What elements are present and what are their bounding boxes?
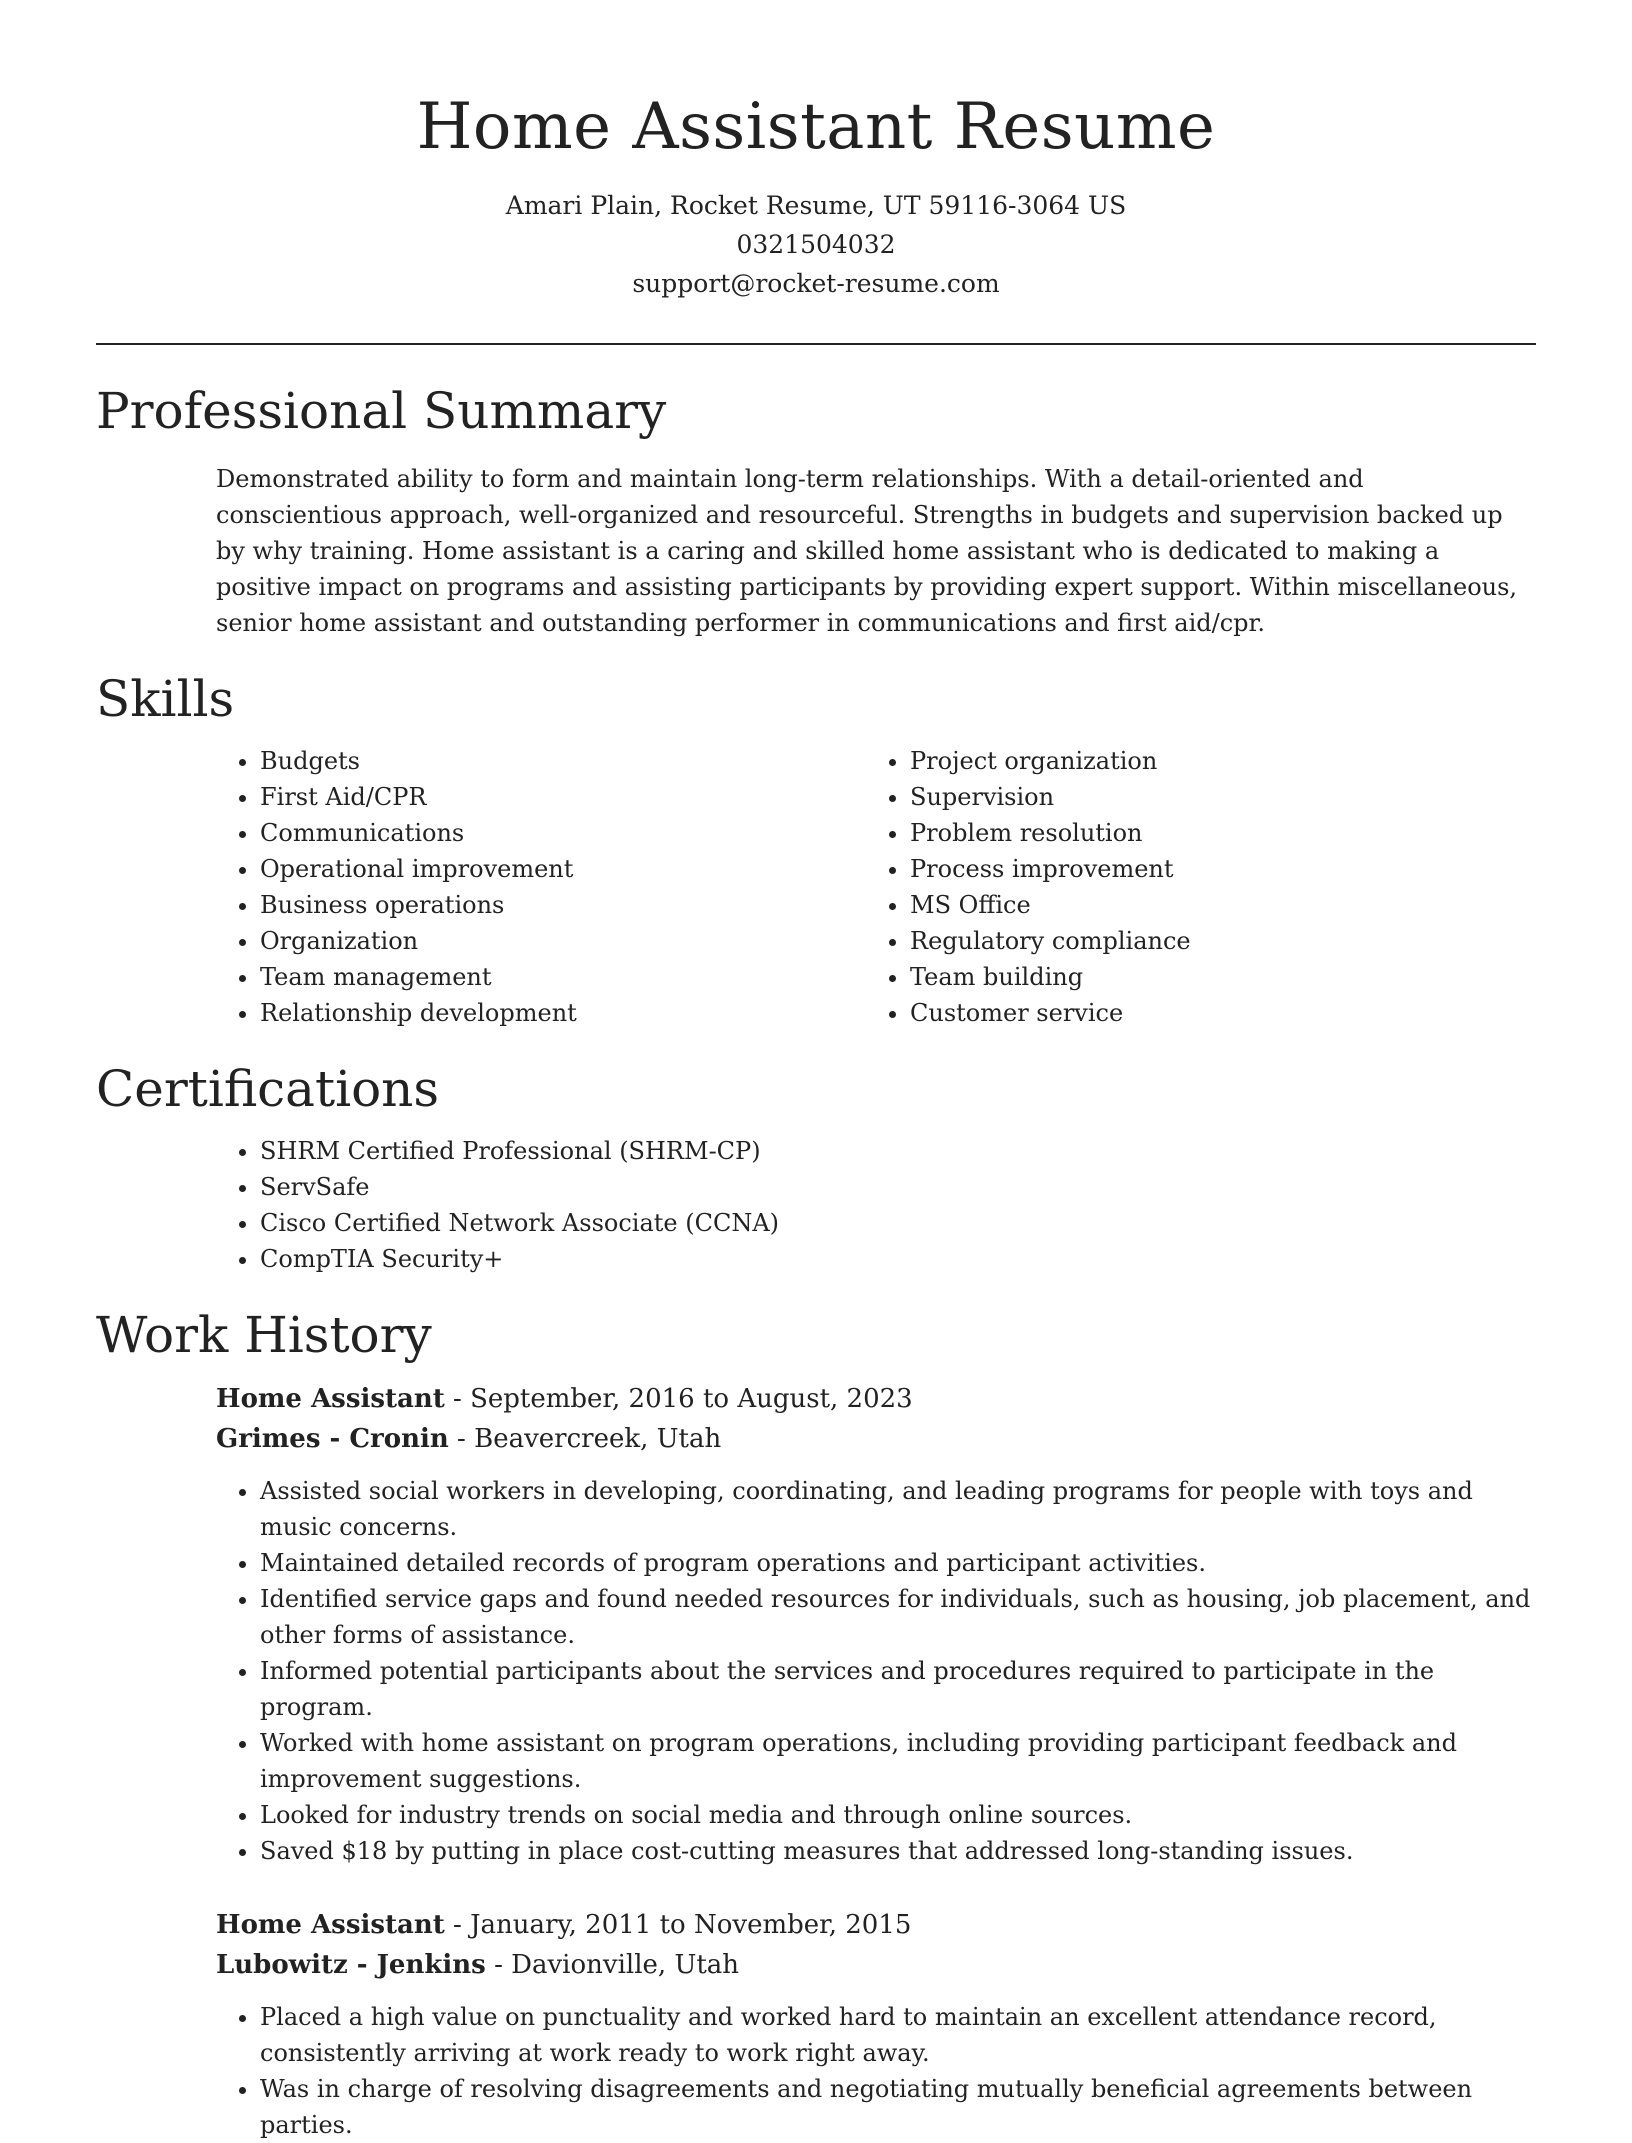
skill-item: • Relationship development [260,995,886,1031]
skills-columns [96,743,1536,1031]
certifications-list [96,1133,1536,1277]
contact-address: Amari Plain, Rocket Resume, UT 59116-3064 US [505,191,1127,220]
resume-header [96,0,1536,303]
certification-item: • SHRM Certified Professional (SHRM-CP) [260,1133,1536,1169]
job-title-line [216,1905,1536,1945]
skill-item: • Supervision [910,779,1536,815]
job-duty-item: • Assisted social workers in developing, coordinating, and leading programs for people with toys and music concerns. [260,1473,1536,1545]
certifications-heading: Certifications [96,1060,440,1118]
skill-item: • Regulatory compliance [910,923,1536,959]
skills-list-right [886,743,1536,1031]
header-divider [96,343,1536,345]
job-title: Home Assistant [216,1910,445,1940]
job-entry [216,1379,1536,1869]
job-duty-item: • Placed a high value on punctuality and worked hard to maintain an excellent attendance record, consistently arriving at work ready to work right away. [260,1999,1536,2071]
skills-heading: Skills [96,670,235,728]
job-company: Grimes - Cronin [216,1424,449,1454]
skill-item: • Organization [260,923,886,959]
skill-item: • Team management [260,959,886,995]
certification-item: • ServSafe [260,1169,1536,1205]
summary-text: Demonstrated ability to form and maintain long-term relationships. With a detail-oriented and conscientious approach, well-organized and resourceful. Strengths in budgets and supervision backed up by why training. Home assistant is a caring and skilled home assistant who is dedicated to making a positive impact on programs and assisting participants by providing expert support. Within miscellaneous, senior home assistant and outstanding performer in communications and first aid/cpr. [216,465,1518,637]
job-duty-item: • Was in charge of resolving disagreements and negotiating mutually beneficial agreements between parties. [260,2071,1536,2143]
job-duties-list [216,1999,1536,2143]
job-title: Home Assistant [216,1384,445,1414]
job-title-line [216,1379,1536,1419]
skill-item: • Project organization [910,743,1536,779]
skill-item: • Customer service [910,995,1536,1031]
job-duty-item: • Looked for industry trends on social media and through online sources. [260,1797,1536,1833]
work-history-heading: Work History [96,1306,432,1364]
certification-item: • CompTIA Security+ [260,1241,1536,1277]
job-duty-item: • Informed potential participants about the services and procedures required to participate in the program. [260,1653,1536,1725]
job-dates: - January, 2011 to November, 2015 [444,1910,912,1940]
job-entry [216,1905,1536,2143]
skill-item: • Budgets [260,743,886,779]
skill-item: • Team building [910,959,1536,995]
contact-block [96,186,1536,303]
contact-email: support@rocket-resume.com [632,269,1000,298]
job-company-line [216,1419,1536,1459]
skill-item: • Process improvement [910,851,1536,887]
job-duty-item: • Saved $18 by putting in place cost-cutting measures that addressed long-standing issues. [260,1833,1536,1869]
contact-phone: 0321504032 [736,230,896,259]
job-location: - Beavercreek, Utah [448,1424,722,1454]
skill-item: • MS Office [910,887,1536,923]
skill-item: • Problem resolution [910,815,1536,851]
job-duty-item: • Identified service gaps and found needed resources for individuals, such as housing, job placement, and other forms of assistance. [260,1581,1536,1653]
job-company-line [216,1945,1536,1985]
job-duties-list [216,1473,1536,1869]
job-duty-item: • Worked with home assistant on program operations, including providing participant feedback and improvement suggestions. [260,1725,1536,1797]
skills-list-left [96,743,886,1031]
job-company: Lubowitz - Jenkins [216,1950,486,1980]
skill-item: • Operational improvement [260,851,886,887]
job-location: - Davionville, Utah [485,1950,740,1980]
resume-title: Home Assistant Resume [416,90,1216,164]
summary-heading: Professional Summary [96,382,667,440]
job-dates: - September, 2016 to August, 2023 [444,1384,913,1414]
job-duty-item: • Maintained detailed records of program operations and participant activities. [260,1545,1536,1581]
skill-item: • First Aid/CPR [260,779,886,815]
skill-item: • Communications [260,815,886,851]
certification-item: • Cisco Certified Network Associate (CCNA) [260,1205,1536,1241]
skill-item: • Business operations [260,887,886,923]
